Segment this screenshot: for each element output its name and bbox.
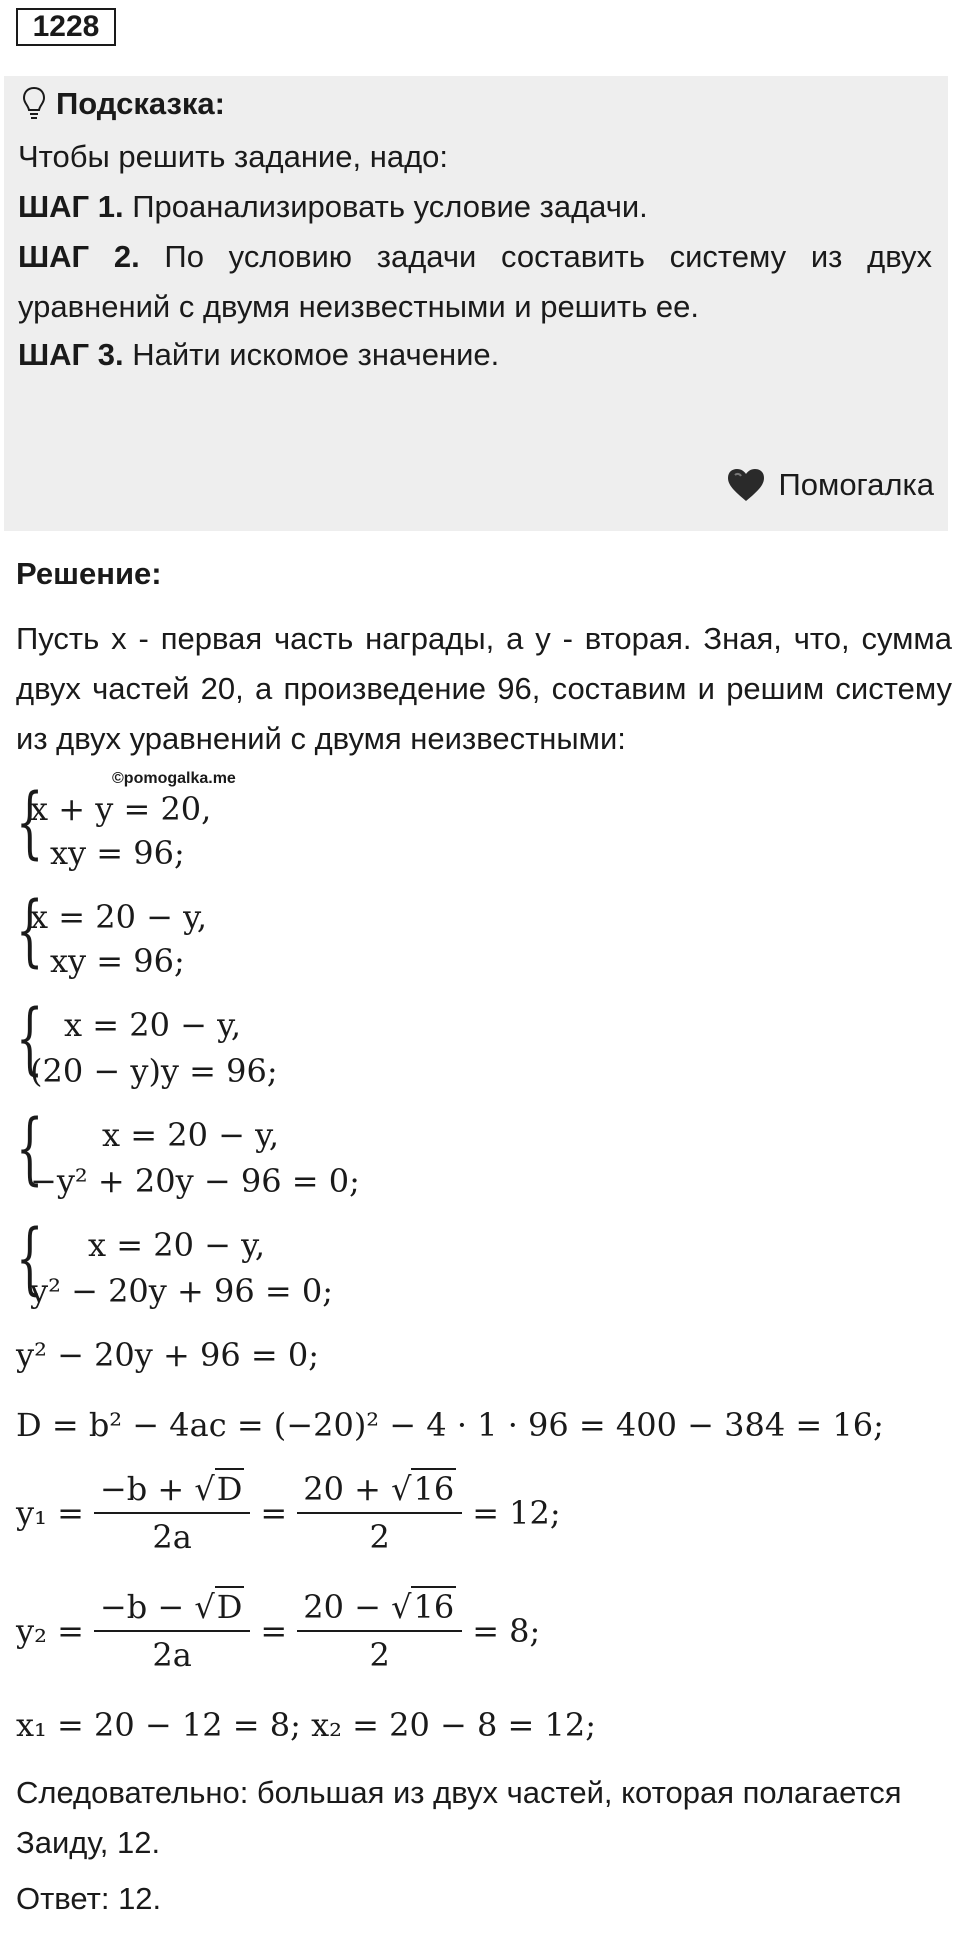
system-line: x = 20 − y, xyxy=(64,1006,242,1044)
root-lhs: y₂ = xyxy=(16,1612,84,1650)
step-label: ШАГ 2. xyxy=(18,239,140,274)
system-line: x = 20 − y, xyxy=(30,898,208,936)
system-line: x = 20 − y, xyxy=(102,1116,280,1154)
root-result: = 8; xyxy=(472,1612,541,1650)
step-text: По условию задачи составить систему из двух уравнений с двумя неизвестными и решить ее. xyxy=(18,239,932,324)
conclusion: Следовательно: большая из двух частей, которая полагается Заиду, 12. xyxy=(16,1775,902,1860)
general-fraction: $\frac{-b + √D}{2a}$ xyxy=(94,1470,251,1556)
general-fraction: $\frac{-b - √D}{2a}$ xyxy=(94,1588,251,1674)
system-line: −y² + 20y − 96 = 0; xyxy=(30,1162,360,1200)
step-label: ШАГ 1. xyxy=(18,189,124,224)
brace-icon: { xyxy=(16,1214,44,1304)
radicand: 16 xyxy=(413,1470,455,1508)
radicand: D xyxy=(216,1588,243,1626)
numeric-fraction: $\frac{20 - √16}{2}$ xyxy=(297,1588,462,1674)
hint-intro: Чтобы решить задание, надо: xyxy=(18,139,449,174)
solution-title: Решение: xyxy=(16,556,162,591)
radicand: 16 xyxy=(413,1588,455,1626)
root-y2: y₂ = $\frac{-b - √D}{2a}$ = $\frac{20 - √16}{2}$ = 8; xyxy=(16,1588,541,1674)
numerator: −b − xyxy=(99,1588,195,1626)
step-label: ШАГ 3. xyxy=(18,337,124,372)
hint-header xyxy=(22,86,225,122)
numerator: 20 − xyxy=(303,1588,392,1626)
system-line: xy = 96; xyxy=(50,942,185,980)
brace-icon: { xyxy=(16,1104,44,1194)
brace-icon: { xyxy=(16,886,44,976)
brace-icon: { xyxy=(16,778,44,868)
root-y1: y₁ = $\frac{-b + √D}{2a}$ = $\frac{20 + √16}{2}$ = 12; xyxy=(16,1470,561,1556)
hint-title: Подсказка: xyxy=(56,86,225,121)
denominator: 2a xyxy=(152,1636,192,1674)
denominator: 2 xyxy=(369,1636,390,1674)
quadratic-equation: y² − 20y + 96 = 0; xyxy=(16,1336,320,1374)
hint-panel xyxy=(4,76,948,531)
denominator: 2a xyxy=(152,1518,192,1556)
system-line: (20 − y)y = 96; xyxy=(30,1052,278,1090)
solution-intro: Пусть x - первая часть награды, а y - вторая. Зная, что, сумма двух частей 20, а произведение 96, составим и решим систему из двух уравнений с двумя неизвестными: xyxy=(16,621,952,756)
discriminant-line: D = b² − 4ac = (−20)² − 4 · 1 · 96 = 400 − 384 = 16; xyxy=(16,1406,884,1444)
denominator: 2 xyxy=(369,1518,390,1556)
brand-link[interactable] xyxy=(726,467,934,503)
numerator: −b + xyxy=(99,1470,195,1508)
x-values: x₁ = 20 − 12 = 8; x₂ = 20 − 8 = 12; xyxy=(16,1706,597,1744)
numerator: 20 + xyxy=(303,1470,392,1508)
watermark: ©pomogalka.me xyxy=(112,770,236,787)
heart-icon xyxy=(726,467,766,503)
hint-step-1 xyxy=(18,182,932,232)
root-lhs: y₁ = xyxy=(16,1494,84,1532)
hint-step-3 xyxy=(18,330,932,380)
system-line: x = 20 − y, xyxy=(88,1226,266,1264)
brace-icon: { xyxy=(16,994,44,1084)
step-text: Проанализировать условие задачи. xyxy=(132,189,648,224)
step-text: Найти искомое значение. xyxy=(132,337,500,372)
lightbulb-icon xyxy=(22,86,46,122)
brand-name: Помогалка xyxy=(778,467,934,502)
numeric-fraction: $\frac{20 + √16}{2}$ xyxy=(297,1470,462,1556)
system-line: xy = 96; xyxy=(50,834,185,872)
system-line: y² − 20y + 96 = 0; xyxy=(30,1272,334,1310)
radicand: D xyxy=(216,1470,243,1508)
system-line: x + y = 20, xyxy=(30,790,212,828)
answer: Ответ: 12. xyxy=(16,1881,162,1916)
task-number: 1228 xyxy=(16,8,116,46)
hint-step-2 xyxy=(18,232,932,332)
root-result: = 12; xyxy=(472,1494,561,1532)
